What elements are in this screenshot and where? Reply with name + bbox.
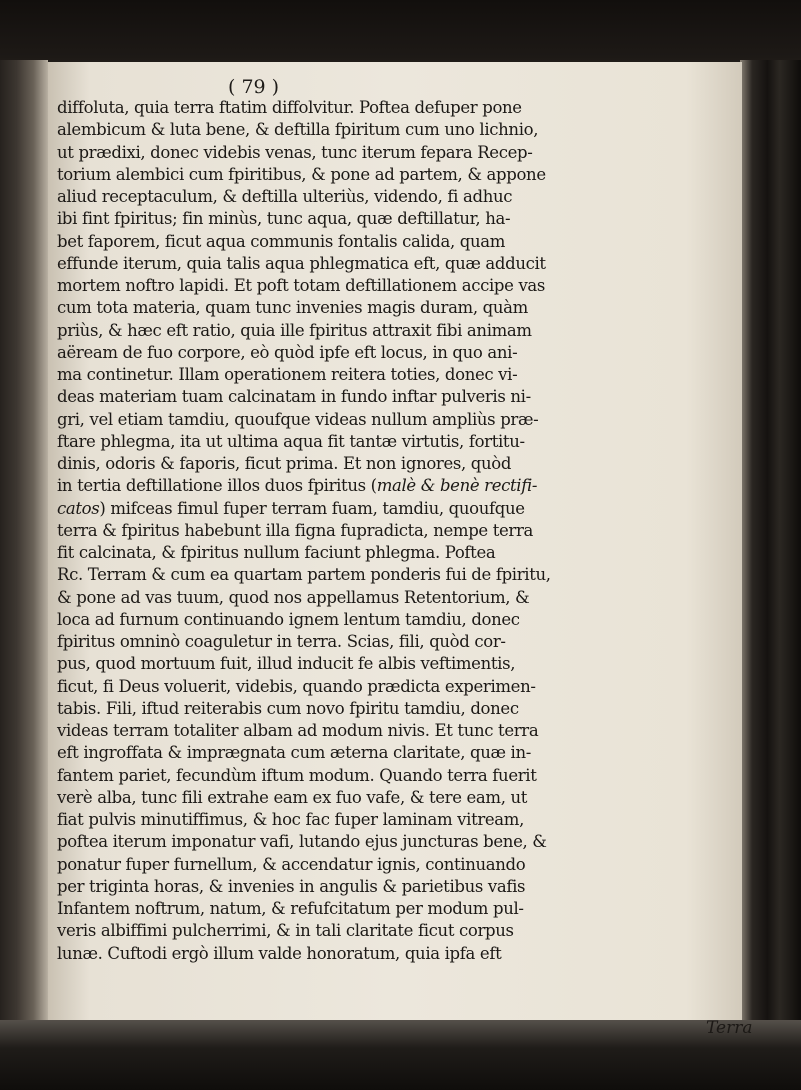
text-line	[57, 453, 763, 475]
text-line-roman: effunde iterum, quia talis aqua phlegmatica eft, quæ adducit	[57, 253, 546, 273]
text-line	[57, 943, 763, 965]
scan-left-gutter	[0, 60, 48, 1050]
text-line	[57, 631, 763, 653]
page-number: ( 79 )	[228, 76, 280, 98]
text-line	[57, 742, 763, 764]
body-text	[57, 97, 763, 965]
text-line	[57, 498, 763, 520]
text-line-roman: poftea iterum imponatur vafi, lutando ejus juncturas bene, &	[57, 832, 547, 852]
text-line-roman: ftare phlegma, ita ut ultima aqua fit tantæ virtutis, fortitu-	[57, 431, 525, 451]
text-line-roman: ibi fint fpiritus; fin minùs, tunc aqua, quæ deftillatur, ha-	[57, 209, 511, 229]
text-line	[57, 409, 763, 431]
text-line	[57, 364, 763, 386]
text-line-italic: catos	[57, 498, 100, 518]
text-line	[57, 164, 763, 186]
text-line	[57, 809, 763, 831]
text-line	[57, 587, 763, 609]
text-line-roman: lunæ. Cuftodi ergò illum valde honoratum, quia ipfa eft	[57, 943, 502, 963]
text-line-roman: ut prædixi, donec videbis venas, tunc iterum fepara Recep-	[57, 142, 533, 162]
text-line-roman: mortem noftro lapidi. Et poft totam deftillationem accipe vas	[57, 276, 546, 295]
text-line-roman: ficut, fi Deus voluerit, videbis, quando prædicta experimen-	[57, 676, 536, 696]
text-line	[57, 431, 763, 453]
text-line-roman: priùs, & hæc eft ratio, quia ille fpiritus attraxit fibi animam	[57, 320, 532, 340]
scan-bottom-shadow	[0, 1020, 801, 1090]
text-line	[57, 231, 763, 253]
text-line	[57, 898, 763, 920]
text-line-roman: aliud receptaculum, & deftilla ulteriùs, videndo, fi adhuc	[57, 187, 513, 206]
text-line-roman: alembicum & luta bene, & deftilla fpiritum cum uno lichnio,	[57, 120, 539, 140]
text-line	[57, 275, 763, 297]
text-line-roman: pus, quod mortuum fuit, illud inducit fe albis veftimentis,	[57, 654, 516, 674]
text-line	[57, 920, 763, 942]
text-line	[57, 320, 763, 342]
text-line-roman: dinis, odoris & faporis, ficut prima. Et non ignores, quòd	[57, 454, 512, 473]
text-line-roman: cum tota materia, quam tunc invenies magis duram, quàm	[57, 298, 528, 318]
text-line-roman: fit calcinata, & fpiritus nullum faciunt phlegma. Poftea	[57, 543, 496, 562]
text-line-roman: tabis. Fili, iftud reiterabis cum novo fpiritu tamdiu, donec	[57, 698, 519, 718]
text-line-roman: in tertia deftillatione illos duos fpiritus (	[57, 476, 377, 496]
text-line-roman: gri, vel etiam tamdiu, quoufque videas nullum ampliùs præ-	[57, 409, 539, 429]
text-line	[57, 609, 763, 631]
text-line	[57, 720, 763, 742]
text-line-roman: fiat pulvis minutiffimus, & hoc fac fuper laminam vitream,	[57, 810, 524, 829]
text-line	[57, 342, 763, 364]
text-line-roman: veris albiffimi pulcherrimi, & in tali claritate ficut corpus	[57, 921, 514, 941]
text-line-roman: ponatur fuper furnellum, & accendatur ignis, continuando	[57, 854, 526, 874]
text-line	[57, 520, 763, 542]
text-line	[57, 142, 763, 164]
text-line	[57, 854, 763, 876]
text-line-roman: loca ad furnum continuando ignem lentum tamdiu, donec	[57, 609, 520, 629]
text-line	[57, 876, 763, 898]
text-line	[57, 765, 763, 787]
text-line-roman: videas terram totaliter albam ad modum nivis. Et tunc terra	[57, 721, 539, 740]
text-line	[57, 386, 763, 408]
text-line-roman: torium alembici cum fpiritibus, & pone ad partem, & appone	[57, 164, 546, 184]
text-line	[57, 119, 763, 141]
text-line	[57, 253, 763, 275]
text-line-roman: deas materiam tuam calcinatam in fundo inftar pulveris ni-	[57, 387, 531, 407]
text-line	[57, 97, 763, 119]
text-line-italic: malè & benè rectifi-	[376, 476, 538, 496]
catchword: Terra	[706, 1018, 753, 1038]
text-line	[57, 542, 763, 564]
text-line-roman: aëream de fuo corpore, eò quòd ipfe eft locus, in quo ani-	[57, 342, 518, 362]
text-line	[57, 186, 763, 208]
text-line-roman: per triginta horas, & invenies in angulis & parietibus vafis	[57, 876, 526, 896]
text-line-roman: fantem pariet, fecundùm iftum modum. Quando terra fuerit	[57, 765, 537, 785]
text-line	[57, 831, 763, 853]
text-line	[57, 698, 763, 720]
text-line	[57, 653, 763, 675]
text-line-roman: terra & fpiritus habebunt illa figna fupradicta, nempe terra	[57, 520, 533, 540]
text-line-roman: Infantem noftrum, natum, & refufcitatum per modum pul-	[57, 899, 524, 918]
text-line-roman: verè alba, tunc fili extrahe eam ex fuo vafe, & tere eam, ut	[57, 787, 528, 807]
text-line	[57, 787, 763, 809]
text-line-roman: fpiritus omninò coaguletur in terra. Scias, fili, quòd cor-	[57, 632, 506, 651]
text-line	[57, 208, 763, 230]
text-line-roman: eft ingroffata & imprægnata cum æterna claritate, quæ in-	[57, 743, 531, 763]
text-line	[57, 676, 763, 698]
text-line	[57, 475, 763, 497]
text-line-roman: bet faporem, ficut aqua communis fontalis calida, quam	[57, 231, 506, 251]
text-line-roman: ma continetur. Illam operationem reitera toties, donec vi-	[57, 365, 518, 384]
text-line	[57, 297, 763, 319]
text-line-roman: & pone ad vas tuum, quod nos appellamus Retentorium, &	[57, 587, 530, 607]
text-line-roman: diffoluta, quia terra ftatim diffolvitur. Poftea defuper pone	[57, 98, 522, 117]
text-line-roman: ) mifceas fimul fuper terram fuam, tamdiu, quoufque	[99, 498, 525, 518]
text-line-roman: Rc. Terram & cum ea quartam partem ponderis fui de fpiritu,	[57, 565, 551, 585]
text-line	[57, 564, 763, 586]
